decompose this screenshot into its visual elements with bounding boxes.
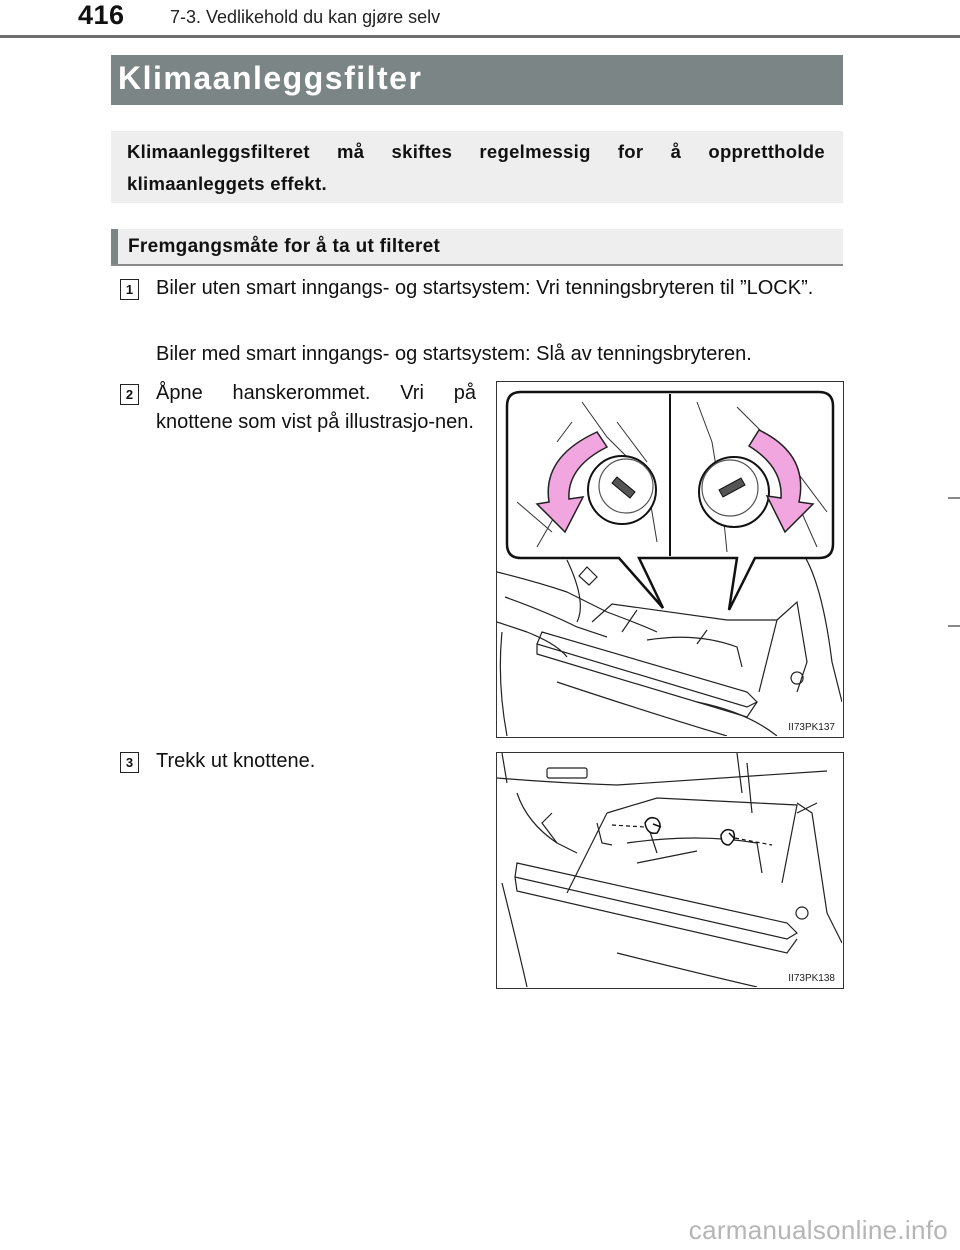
section-title: Klimaanleggsfilter: [118, 60, 423, 96]
margin-mark: [948, 625, 960, 627]
watermark: carmanualsonline.info: [688, 1215, 948, 1245]
header-rule: [0, 35, 960, 38]
step-number-3: 3: [120, 752, 139, 773]
figure-pull-out-knobs: [496, 752, 844, 989]
step-1-text-2: Biler med smart inngangs- og startsystem: Slå av tenningsbryteren.: [156, 343, 752, 365]
intro-box: [111, 131, 843, 203]
procedure-heading-bar: [111, 229, 843, 266]
figure-glovebox-knobs: [496, 381, 844, 738]
step-1-text: Biler uten smart inngangs- og startsystem: Vri tenningsbryteren til ”LOCK”.: [156, 277, 814, 299]
section-title-bar: [111, 55, 843, 105]
margin-mark: [948, 497, 960, 499]
knob-removal-illustration: [497, 753, 842, 987]
procedure-heading: Fremgangsmåte for å ta ut filteret: [128, 236, 441, 257]
chapter-title: 7-3. Vedlikehold du kan gjøre selv: [170, 7, 441, 27]
figure-2-code: II73PK138: [788, 973, 835, 984]
page-number: 416: [78, 0, 125, 30]
step-3-text: Trekk ut knottene.: [156, 750, 316, 772]
heading-accent: [111, 229, 118, 264]
figure-1-code: II73PK137: [788, 722, 835, 733]
glovebox-knob-illustration: [497, 382, 842, 736]
intro-text: Klimaanleggsfilteret må skiftes regelmessig for å opprettholde klimaanleggets effekt.: [127, 141, 825, 194]
step-2-text: Åpne hanskerommet. Vri på knottene som vist på illustrasjo-nen.: [156, 382, 476, 433]
step-number-1: 1: [120, 279, 139, 300]
step-number-2: 2: [120, 384, 139, 405]
